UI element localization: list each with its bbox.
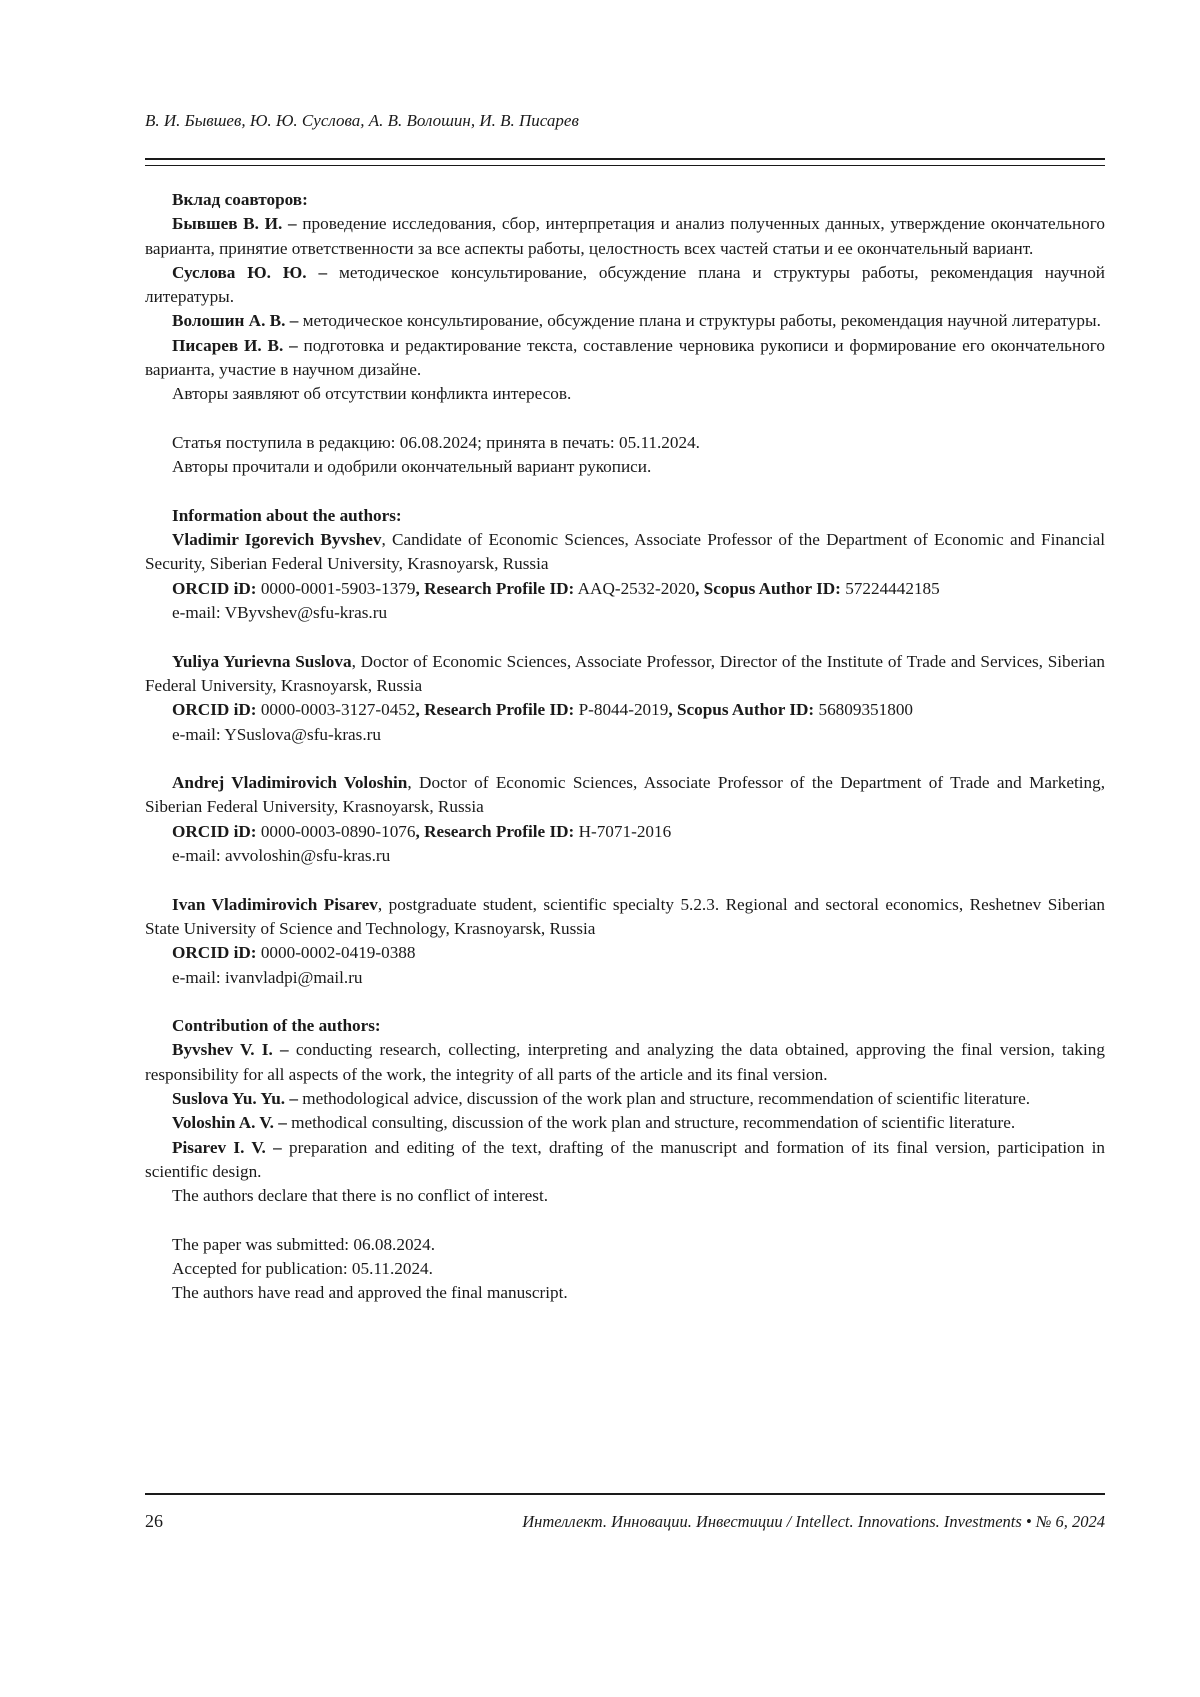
ru-contribution-item: Суслова Ю. Ю. – методическое консультирование, обсуждение плана и структуры работы, рекомендация научной литературы. <box>145 262 1105 307</box>
author-email: e-mail: ivanvladpi@mail.ru <box>172 967 363 987</box>
en-contribution-item: Voloshin A. V. – methodical consulting, discussion of the work plan and structure, recommendation of scientific literature. <box>172 1113 1016 1133</box>
en-submitted-date: The paper was submitted: 06.08.2024. <box>172 1234 436 1254</box>
author-identifiers: ORCID iD: 0000-0003-3127-0452, Research Profile ID: P-8044-2019, Scopus Author ID: 56809351800 <box>172 700 913 720</box>
author-identifiers: ORCID iD: 0000-0001-5903-1379, Research Profile ID: AAQ-2532-2020, Scopus Author ID: 57224442185 <box>172 578 940 598</box>
running-head: В. И. Бывшев, Ю. Ю. Суслова, А. В. Волошин, И. В. Писарев <box>145 111 579 130</box>
page-number: 26 <box>145 1511 163 1531</box>
authors-info-heading: Information about the authors: <box>172 505 402 525</box>
ru-contribution-heading: Вклад соавторов: <box>172 190 308 209</box>
ru-conflict-statement: Авторы заявляют об отсутствии конфликта интересов. <box>172 384 572 404</box>
author-email: e-mail: avvoloshin@sfu-kras.ru <box>172 846 391 866</box>
author-identifiers: ORCID iD: 0000-0003-0890-1076, Research Profile ID: H-7071-2016 <box>172 821 672 841</box>
author-affiliation: Ivan Vladimirovich Pisarev, postgraduate student, scientific specialty 5.2.3. Regional and sectoral economics, Reshetnev Siberian State University of Science and Technology, Krasnoyarsk, Russia <box>145 894 1105 938</box>
en-contribution-item: Suslova Yu. Yu. – methodological advice, discussion of the work plan and structure, recommendation of scientific literature. <box>172 1088 1031 1108</box>
ru-contribution-item: Волошин А. В. – методическое консультирование, обсуждение плана и структуры работы, рекомендация научной литературы. <box>172 311 1101 331</box>
author-affiliation: Andrej Vladimirovich Voloshin, Doctor of Economic Sciences, Associate Professor of the Department of Trade and Marketing, Siberian Federal University, Krasnoyarsk, Russia <box>145 773 1105 817</box>
ru-contribution-item: Бывшев В. И. – проведение исследования, сбор, интерпретация и анализ полученных данных, утверждение окончательного варианта, принятие ответственности за все аспекты работы, целостность всех частей статьи и ее окончательный вариант. <box>145 214 1105 258</box>
author-affiliation: Yuliya Yurievna Suslova, Doctor of Economic Sciences, Associate Professor, Director of the Institute of Trade and Services, Siberian Federal University, Krasnoyarsk, Russia <box>145 651 1105 695</box>
en-approval-statement: The authors have read and approved the final manuscript. <box>172 1283 568 1303</box>
en-contribution-heading: Contribution of the authors: <box>172 1016 381 1036</box>
article-body <box>145 188 1105 1306</box>
author-affiliation: Vladimir Igorevich Byvshev, Candidate of Economic Sciences, Associate Professor of the Department of Economic and Financial Security, Siberian Federal University, Krasnoyarsk, Russia <box>145 530 1105 574</box>
en-contribution-item: Pisarev I. V. – preparation and editing of the text, drafting of the manuscript and formation of its final version, participation in scientific design. <box>145 1137 1106 1181</box>
journal-citation: Интеллект. Инновации. Инвестиции / Intellect. Innovations. Investments • № 6, 2024 <box>522 1512 1105 1531</box>
en-accepted-date: Accepted for publication: 05.11.2024. <box>172 1259 433 1279</box>
en-conflict-statement: The authors declare that there is no conflict of interest. <box>172 1186 549 1206</box>
ru-received-dates: Статья поступила в редакцию: 06.08.2024; принята в печать: 05.11.2024. <box>172 432 700 452</box>
author-identifiers: ORCID iD: 0000-0002-0419-0388 <box>172 943 416 963</box>
footer-rule <box>145 1493 1105 1495</box>
ru-approval-statement: Авторы прочитали и одобрили окончательный вариант рукописи. <box>172 457 652 477</box>
en-contribution-item: Byvshev V. I. – conducting research, collecting, interpreting and analyzing the data obtained, approving the final version, taking responsibility for all aspects of the work, the integrity of all parts of the article and its final version. <box>145 1040 1105 1084</box>
author-email: e-mail: VByvshev@sfu-kras.ru <box>172 603 388 623</box>
author-email: e-mail: YSuslova@sfu-kras.ru <box>172 724 381 744</box>
ru-contribution-item: Писарев И. В. – подготовка и редактирование текста, составление черновика рукописи и формирование его окончательного варианта, участие в научном дизайне. <box>145 335 1105 380</box>
header-rule <box>145 158 1105 166</box>
